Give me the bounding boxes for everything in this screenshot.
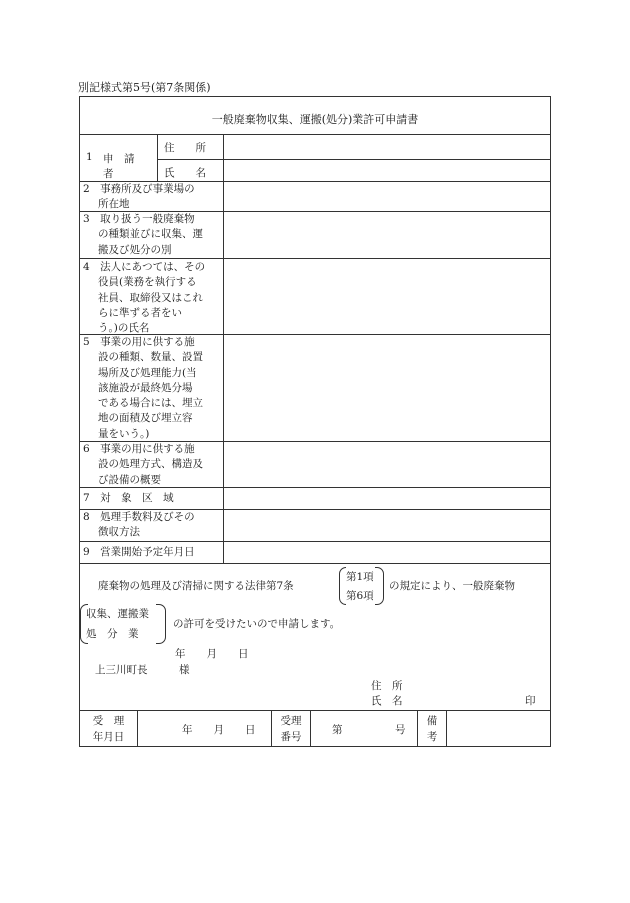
seal-mark: 印 — [525, 695, 536, 707]
statement-line1-pre: 廃棄物の処理及び清掃に関する法律第7条 — [98, 580, 294, 592]
received-number-label: 受理 番号 — [280, 715, 302, 743]
applicant-name-field[interactable] — [224, 160, 549, 180]
row-3-field[interactable] — [224, 212, 549, 257]
row-4-field[interactable] — [224, 259, 549, 333]
form-title: 一般廃棄物収集、運搬(処分)業許可申請書 — [211, 113, 419, 126]
row-8-label: 8 処理手数料及びその 徴収方法 — [83, 511, 195, 539]
name-label: 氏 名 — [164, 167, 206, 179]
applicant-address-field[interactable] — [224, 136, 549, 158]
type-option-disposal: 処 分 業 — [86, 628, 139, 640]
row-7-field[interactable] — [224, 488, 549, 508]
number-suffix: 号 — [395, 724, 406, 736]
addressee: 上三川町長 様 — [95, 664, 190, 676]
type-option-collection: 収集、運搬業 — [86, 608, 149, 620]
row-7-label: 7 対 象 区 域 — [83, 492, 174, 504]
row-2-field[interactable] — [224, 182, 549, 210]
received-date-field[interactable]: 年 月 日 — [182, 724, 256, 736]
row-2-label: 2 事務所及び事業場の 所在地 — [83, 183, 195, 211]
application-date: 年 月 日 — [175, 648, 249, 660]
applicant-address-sign-label: 住 所 — [371, 680, 403, 692]
statement-line2: の許可を受けたいので申請します。 — [173, 618, 341, 630]
remarks-field[interactable] — [447, 712, 549, 746]
row-5-field[interactable] — [224, 335, 549, 440]
row-3-label: 3 取り扱う一般廃棄物 の種類並びに収集、運 搬及び処分の別 — [83, 213, 203, 256]
row-6-label: 6 事業の用に供する施 設の処理方式、構造及 び設備の概要 — [83, 443, 203, 486]
clause-option-1: 第1項 — [346, 571, 374, 583]
row-6-field[interactable] — [224, 442, 549, 486]
row-8-field[interactable] — [224, 510, 549, 540]
row-5-label: 5 事業の用に供する施 設の種類、数量、設置 場所及び処理能力(当 該施設が最終処分場 である場合には、埋立 地の面積及び埋立容 量をいう。) — [83, 336, 203, 440]
row-number-1: 1 — [86, 151, 93, 163]
remarks-label: 備 考 — [426, 715, 438, 743]
form-number-label: 別記様式第5号(第7条関係) — [78, 81, 211, 94]
statement-line1-post: の規定により、一般廃棄物 — [389, 580, 515, 592]
received-date-label: 受 理 年月日 — [92, 715, 125, 743]
applicant-name-sign-label: 氏 名 — [371, 695, 403, 707]
received-number-field[interactable] — [311, 712, 416, 746]
applicant-label: 申 請 者 — [103, 153, 145, 180]
row-4-label: 4 法人にあつては、その 役員(業務を執行する 社員、取締役又はこれ らに準ずる者をい う。)の氏名 — [83, 261, 206, 335]
row-9-field[interactable] — [224, 542, 549, 562]
row-9-label: 9 営業開始予定年月日 — [83, 546, 195, 558]
clause-option-6: 第6項 — [346, 590, 374, 602]
number-prefix: 第 — [332, 724, 343, 736]
address-label: 住 所 — [164, 142, 206, 154]
